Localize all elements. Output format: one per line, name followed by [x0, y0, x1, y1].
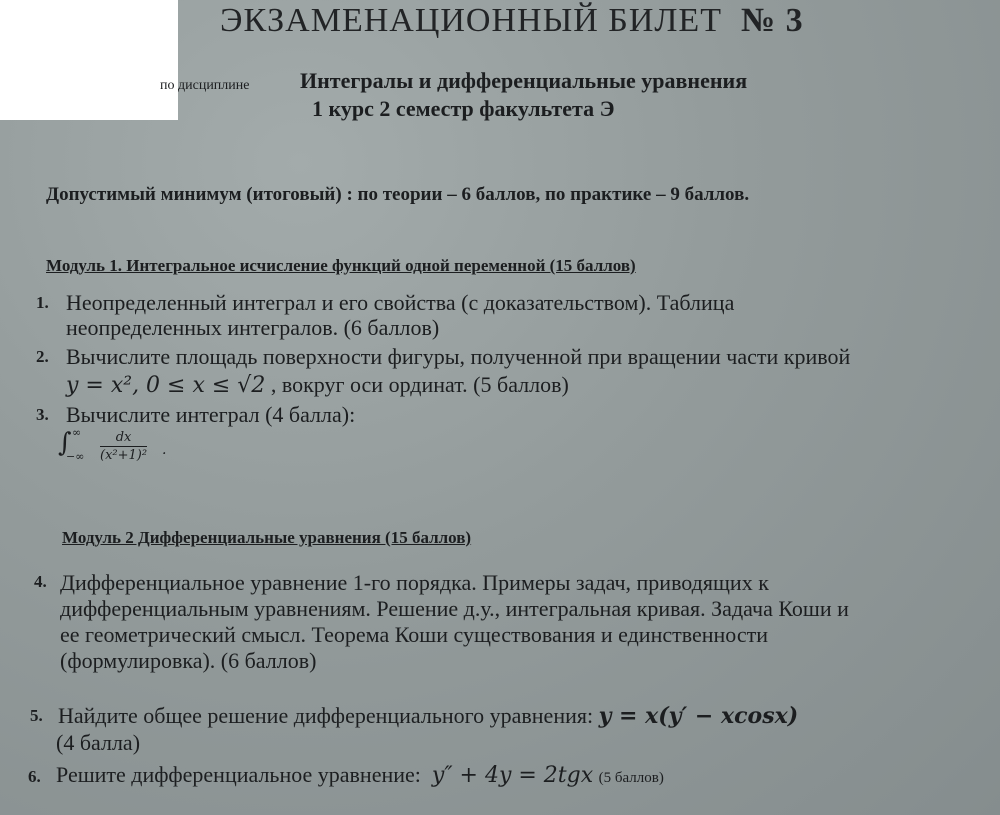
- integral-sign: ∫: [58, 428, 72, 458]
- item-2-line-2: [66, 372, 569, 398]
- integral-period: .: [162, 442, 167, 458]
- item-5-line-1: [58, 703, 798, 729]
- item-4-number: 4.: [34, 572, 47, 591]
- ticket-title-text: ЭКЗАМЕНАЦИОННЫЙ БИЛЕТ: [220, 2, 722, 39]
- item-4-line-3: ее геометрический смысл. Теорема Коши существования и единственности: [60, 622, 769, 647]
- item-5-number: 5.: [30, 706, 43, 725]
- item-5-text: Найдите общее решение дифференциального уравнения:: [58, 703, 594, 728]
- item-6-number: 6.: [28, 767, 41, 786]
- course-info: 1 курс 2 семестр факультета Э: [312, 96, 615, 121]
- module-2-heading: Модуль 2 Дифференциальные уравнения (15 баллов): [62, 528, 472, 547]
- integral-fraction: [100, 430, 147, 463]
- item-6-text: Решите дифференциальное уравнение:: [56, 762, 421, 787]
- item-6-line-1: [56, 762, 664, 791]
- item-5-line-2: (4 балла): [56, 730, 141, 755]
- item-1-line-2: неопределенных интегралов. (6 баллов): [66, 315, 440, 340]
- item-4-line-1: Дифференциальное уравнение 1-го порядка. Примеры задач, приводящих к: [60, 570, 769, 595]
- integral-lower-limit: −∞: [66, 450, 85, 463]
- item-2-rest: , вокруг оси ординат. (5 баллов): [265, 372, 569, 397]
- discipline-name: Интегралы и дифференциальные уравнения: [300, 68, 748, 93]
- item-2-line-1: Вычислите площадь поверхности фигуры, полученной при вращении части кривой: [66, 344, 851, 369]
- module-1-heading: Модуль 1. Интегральное исчисление функций одной переменной (15 баллов): [46, 256, 636, 275]
- item-6-formula: y″ + 4y = 2tgx: [431, 763, 594, 788]
- item-1-line-1: Неопределенный интеграл и его свойства (с доказательством). Таблица: [66, 290, 735, 315]
- integral-denominator: (x²+1)²: [100, 448, 148, 463]
- item-2-formula: y = x², 0 ≤ x ≤ √2: [66, 373, 266, 398]
- item-3-number: 3.: [36, 405, 49, 424]
- fraction-bar: [100, 446, 147, 447]
- integral-numerator: dx: [115, 430, 132, 445]
- item-3-line-1: Вычислите интеграл (4 балла):: [66, 402, 356, 427]
- item-5-formula: y = x(y′ − xcosx): [598, 703, 799, 729]
- ticket-title: [220, 2, 804, 40]
- passing-minimum: Допустимый минимум (итоговый) : по теории – 6 баллов, по практике – 9 баллов.: [46, 184, 750, 205]
- integral-upper-limit: ∞: [72, 426, 82, 439]
- item-1-number: 1.: [36, 293, 49, 312]
- item-4-line-2: дифференциальным уравнениям. Решение д.у., интегральная кривая. Задача Коши и: [60, 596, 849, 621]
- item-4-line-4: (формулировка). (6 баллов): [60, 648, 317, 673]
- discipline-prefix: по дисциплине: [160, 78, 250, 93]
- item-2-number: 2.: [36, 347, 49, 366]
- ticket-number: № 3: [740, 2, 804, 39]
- improper-integral: [58, 426, 167, 463]
- item-6-points: (5 баллов): [598, 770, 664, 786]
